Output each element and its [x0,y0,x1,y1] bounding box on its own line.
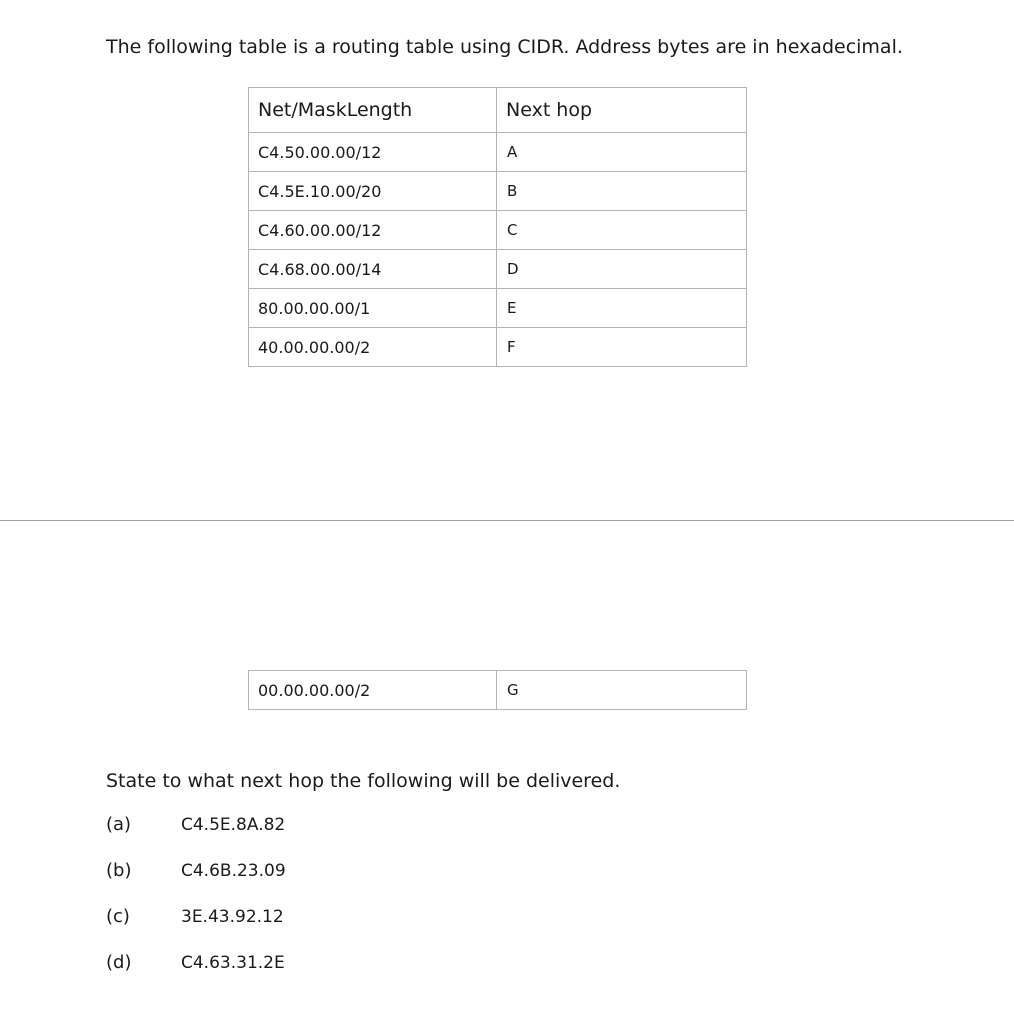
list-item [106,860,286,906]
column-header-next-hop: Next hop [497,88,747,133]
next-hop-cell: B [497,172,747,211]
list-item [106,814,286,860]
question-list [106,814,286,998]
column-header-net: Net/MaskLength [249,88,497,133]
net-cell: C4.68.00.00/14 [249,250,497,289]
table-row [249,133,747,172]
net-cell: 40.00.00.00/2 [249,328,497,367]
table-row [249,289,747,328]
table-header-row [249,88,747,133]
next-hop-cell: A [497,133,747,172]
list-item [106,952,286,998]
net-cell: 00.00.00.00/2 [249,671,497,710]
routing-table-extra-row [248,670,747,710]
item-label: (a) [106,814,132,835]
next-hop-cell: E [497,289,747,328]
item-label: (b) [106,860,132,881]
table-row [249,250,747,289]
page-divider [0,520,1014,521]
item-label: (d) [106,952,132,973]
question-text: State to what next hop the following will be delivered. [106,770,621,792]
table-row [249,172,747,211]
next-hop-cell: F [497,328,747,367]
net-cell: C4.50.00.00/12 [249,133,497,172]
net-cell: C4.60.00.00/12 [249,211,497,250]
item-address: 3E.43.92.12 [181,907,284,927]
list-item [106,906,286,952]
next-hop-cell: G [497,671,747,710]
item-address: C4.63.31.2E [181,953,285,973]
next-hop-cell: C [497,211,747,250]
table-row [249,328,747,367]
next-hop-cell: D [497,250,747,289]
item-address: C4.5E.8A.82 [181,815,286,835]
table-row [249,211,747,250]
net-cell: 80.00.00.00/1 [249,289,497,328]
table-row [249,671,747,710]
intro-text: The following table is a routing table using CIDR. Address bytes are in hexadecimal. [106,36,903,58]
net-cell: C4.5E.10.00/20 [249,172,497,211]
item-address: C4.6B.23.09 [181,861,286,881]
item-label: (c) [106,906,130,927]
routing-table [248,87,747,367]
